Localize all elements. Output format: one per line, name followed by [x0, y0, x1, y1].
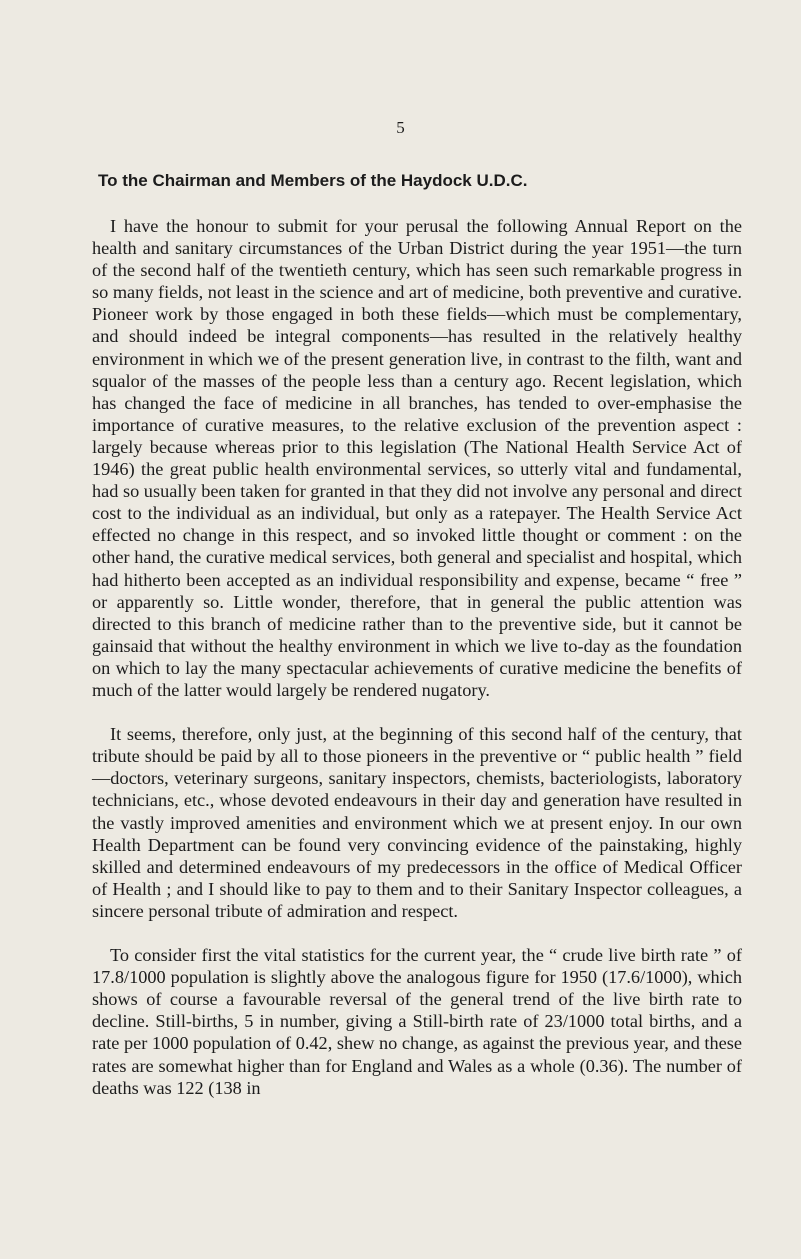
page-number: 5 [396, 118, 405, 137]
paragraph-introduction: I have the honour to submit for your perusal the following Annual Report on the health and sanitary circumstances of the Urban District during the year 1951—the turn of the second half of the twentieth century, which has seen such remarkable progress in so many fields, not least in the science and art of medicine, both preventive and curative. Pioneer work by those engaged in both these fields—which must be complementary, and should indeed be integral components—has resulted in the relatively healthy environment in which we of the present generation live, in contrast to the filth, want and squalor of the masses of the people less than a century ago. Recent legislation, which has changed the face of medicine in all branches, has tended to over-emphasise the importance of curative measures, to the relative exclusion of the prevention aspect : largely because whereas prior to this legislation (The National Health Service Act of 1946) the great public health environmental services, so utterly vital and fundamental, had so usually been taken for granted in that they did not involve any personal and direct cost to the individual as an individual, but only as a ratepayer. The Health Service Act effected no change in this respect, and so invoked little thought or comment : on the other hand, the curative medical services, both general and specialist and hospital, which had hitherto been accepted as an individual responsibility and expense, became “ free ” or apparently so. Little wonder, therefore, that in general the public attention was directed to this branch of medicine rather than to the preventive side, but it cannot be gainsaid that without the healthy environment in which we live to-day as the foundation on which to lay the many spectacular achievements of curative medicine the benefits of much of the latter would largely be rendered nugatory. [92, 216, 742, 700]
report-body [92, 215, 742, 1121]
paragraph-vital-statistics: To consider first the vital statistics for the current year, the “ crude live birth rate ” of 17.8/1000 population is slightly above the analogous figure for 1950 (17.6/1000), which shows of course a favourable reversal of the general trend of the live birth rate to decline. Still-births, 5 in number, giving a Still-birth rate of 23/1000 total births, and a rate per 1000 population of 0.42, shew no change, as against the previous year, and these rates are somewhat higher than for England and Wales as a whole (0.36). The number of deaths was 122 (138 in [92, 945, 742, 1098]
report-heading: To the Chairman and Members of the Haydock U.D.C. [98, 171, 528, 190]
paragraph-tribute: It seems, therefore, only just, at the beginning of this second half of the century, that tribute should be paid by all to those pioneers in the preventive or “ public health ” field—doctors, veterinary surgeons, sanitary inspectors, chemists, bacteriologists, laboratory technicians, etc., whose devoted endeavours in their day and generation have resulted in the vastly improved amenities and environment which we at present enjoy. In our own Health Department can be found very convincing evidence of the painstaking, highly skilled and determined endeavours of my predecessors in the office of Medical Officer of Health ; and I should like to pay to them and to their Sanitary Inspector colleagues, a sincere personal tribute of admiration and respect. [92, 724, 742, 921]
